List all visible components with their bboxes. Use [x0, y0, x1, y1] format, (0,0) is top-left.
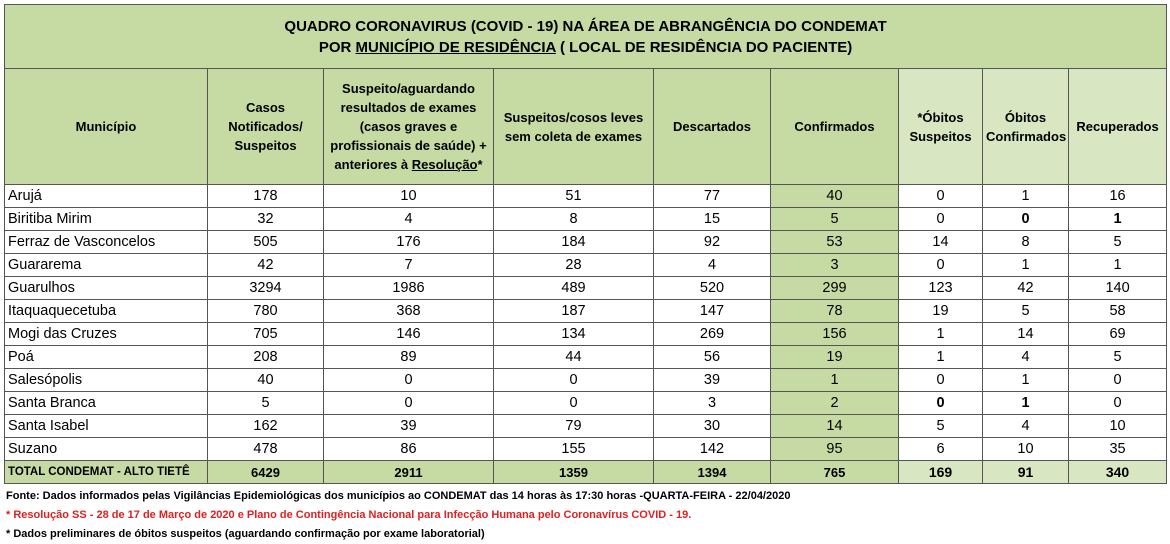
cell-confirmados: 5 [771, 208, 899, 231]
cell-casos: 32 [208, 208, 324, 231]
header-obitos-suspeitos: *Óbitos Suspeitos [899, 69, 983, 185]
cell-casos: 178 [208, 185, 324, 208]
header-suspeito-text: Suspeito/aguardando resultados de exames (casos graves e profissionais de saúde) + anteriores à [330, 81, 487, 172]
cell-descartados: 30 [654, 415, 771, 438]
cell-recuperados: 1 [1069, 208, 1167, 231]
total-descartados: 1394 [654, 461, 771, 484]
cell-suspeito: 89 [324, 346, 494, 369]
cell-casos: 505 [208, 231, 324, 254]
cell-casos: 3294 [208, 277, 324, 300]
cell-recuperados: 35 [1069, 438, 1167, 461]
cell-suspeito: 1986 [324, 277, 494, 300]
cell-recuperados: 140 [1069, 277, 1167, 300]
header-confirmados: Confirmados [771, 69, 899, 185]
cell-casos: 42 [208, 254, 324, 277]
table-row [5, 300, 1167, 323]
note-fonte: Fonte: Dados informados pelas Vigilâncias Epidemiológicas dos municípios ao CONDEMAT das 14 horas às 17:30 horas -QUARTA-FEIRA - 22/04/2020 [6, 490, 791, 502]
cell-confirmados: 53 [771, 231, 899, 254]
note-resolucao: * Resolução SS - 28 de 17 de Março de 2020 e Plano de Contingência Nacional para Infecção Humana pelo Coronavírus COVID - 19. [6, 509, 692, 521]
cell-suspeito: 176 [324, 231, 494, 254]
cell-obitos-suspeitos: 1 [899, 346, 983, 369]
cell-recuperados: 0 [1069, 392, 1167, 415]
cell-obitos-confirmados: 0 [983, 208, 1069, 231]
cell-confirmados: 3 [771, 254, 899, 277]
cell-descartados: 269 [654, 323, 771, 346]
header-suspeito-suffix: * [477, 157, 483, 172]
cell-obitos-confirmados: 14 [983, 323, 1069, 346]
cell-confirmados: 299 [771, 277, 899, 300]
table-row [5, 208, 1167, 231]
cell-confirmados: 14 [771, 415, 899, 438]
total-row [5, 461, 1167, 484]
cell-descartados: 15 [654, 208, 771, 231]
header-recuperados: Recuperados [1069, 69, 1167, 185]
cell-leves: 8 [494, 208, 654, 231]
cell-suspeito: 7 [324, 254, 494, 277]
cell-leves: 79 [494, 415, 654, 438]
cell-confirmados: 95 [771, 438, 899, 461]
total-municipio: TOTAL CONDEMAT - ALTO TIETÊ [5, 461, 208, 484]
cell-municipio: Mogi das Cruzes [5, 323, 208, 346]
cell-leves: 28 [494, 254, 654, 277]
table-row [5, 438, 1167, 461]
cell-descartados: 39 [654, 369, 771, 392]
cell-leves: 0 [494, 392, 654, 415]
title-line-2-suffix: ( LOCAL DE RESIDÊNCIA DO PACIENTE) [555, 38, 853, 56]
total-obitos-suspeitos: 169 [899, 461, 983, 484]
cell-descartados: 3 [654, 392, 771, 415]
cell-obitos-confirmados: 1 [983, 369, 1069, 392]
note-preliminares: * Dados preliminares de óbitos suspeitos (aguardando confirmação por exame laboratorial) [6, 528, 485, 540]
cell-obitos-suspeitos: 19 [899, 300, 983, 323]
cell-casos: 208 [208, 346, 324, 369]
cell-casos: 478 [208, 438, 324, 461]
cell-confirmados: 1 [771, 369, 899, 392]
cell-suspeito: 39 [324, 415, 494, 438]
cell-descartados: 92 [654, 231, 771, 254]
total-obitos-confirmados: 91 [983, 461, 1069, 484]
cell-obitos-suspeitos: 0 [899, 208, 983, 231]
table-row [5, 185, 1167, 208]
cell-obitos-suspeitos: 6 [899, 438, 983, 461]
header-suspeito [324, 69, 494, 185]
cell-casos: 40 [208, 369, 324, 392]
cell-municipio: Ferraz de Vasconcelos [5, 231, 208, 254]
title-line-2-prefix: POR [318, 38, 356, 56]
cell-leves: 44 [494, 346, 654, 369]
cell-suspeito: 146 [324, 323, 494, 346]
cell-obitos-suspeitos: 1 [899, 323, 983, 346]
table-row [5, 346, 1167, 369]
header-casos: Casos Notificados/ Suspeitos [208, 69, 324, 185]
table-row [5, 415, 1167, 438]
header-obitos-confirmados: Óbitos Confirmados [983, 69, 1069, 185]
cell-confirmados: 19 [771, 346, 899, 369]
table-row [5, 231, 1167, 254]
cell-descartados: 77 [654, 185, 771, 208]
cell-municipio: Arujá [5, 185, 208, 208]
cell-obitos-suspeitos: 5 [899, 415, 983, 438]
cell-municipio: Suzano [5, 438, 208, 461]
header-descartados: Descartados [654, 69, 771, 185]
total-leves: 1359 [494, 461, 654, 484]
cell-obitos-confirmados: 5 [983, 300, 1069, 323]
cell-confirmados: 78 [771, 300, 899, 323]
cell-obitos-confirmados: 4 [983, 346, 1069, 369]
cell-municipio: Itaquaquecetuba [5, 300, 208, 323]
cell-municipio: Guarulhos [5, 277, 208, 300]
cell-leves: 184 [494, 231, 654, 254]
cell-obitos-suspeitos: 0 [899, 369, 983, 392]
cell-recuperados: 16 [1069, 185, 1167, 208]
cell-descartados: 147 [654, 300, 771, 323]
cell-descartados: 56 [654, 346, 771, 369]
cell-obitos-confirmados: 10 [983, 438, 1069, 461]
cell-obitos-confirmados: 1 [983, 254, 1069, 277]
cell-leves: 0 [494, 369, 654, 392]
table-row [5, 369, 1167, 392]
cell-casos: 162 [208, 415, 324, 438]
cell-obitos-confirmados: 4 [983, 415, 1069, 438]
cell-leves: 155 [494, 438, 654, 461]
table-body [5, 185, 1167, 484]
title-line-2-underlined: MUNICÍPIO DE RESIDÊNCIA [355, 38, 556, 56]
cell-obitos-confirmados: 8 [983, 231, 1069, 254]
cell-municipio: Poá [5, 346, 208, 369]
cell-obitos-suspeitos: 123 [899, 277, 983, 300]
cell-obitos-suspeitos: 0 [899, 185, 983, 208]
total-casos: 6429 [208, 461, 324, 484]
cell-suspeito: 0 [324, 392, 494, 415]
cell-casos: 705 [208, 323, 324, 346]
cell-municipio: Biritiba Mirim [5, 208, 208, 231]
cell-suspeito: 0 [324, 369, 494, 392]
cell-recuperados: 5 [1069, 346, 1167, 369]
cell-suspeito: 10 [324, 185, 494, 208]
covid-table [4, 4, 1167, 484]
cell-casos: 5 [208, 392, 324, 415]
covid-report [4, 4, 1166, 544]
cell-recuperados: 10 [1069, 415, 1167, 438]
cell-descartados: 142 [654, 438, 771, 461]
cell-municipio: Guararema [5, 254, 208, 277]
total-recuperados: 340 [1069, 461, 1167, 484]
header-row [5, 69, 1167, 185]
cell-suspeito: 4 [324, 208, 494, 231]
cell-obitos-confirmados: 1 [983, 392, 1069, 415]
title-line-1: QUADRO CORONAVIRUS (COVID - 19) NA ÁREA DE ABRANGÊNCIA DO CONDEMAT [284, 17, 887, 35]
cell-recuperados: 0 [1069, 369, 1167, 392]
cell-confirmados: 156 [771, 323, 899, 346]
table-title [5, 5, 1167, 69]
table-row [5, 323, 1167, 346]
header-leves: Suspeitos/cosos leves sem coleta de exames [494, 69, 654, 185]
cell-confirmados: 2 [771, 392, 899, 415]
cell-recuperados: 1 [1069, 254, 1167, 277]
cell-leves: 51 [494, 185, 654, 208]
table-row [5, 277, 1167, 300]
table-row [5, 392, 1167, 415]
cell-confirmados: 40 [771, 185, 899, 208]
cell-suspeito: 86 [324, 438, 494, 461]
total-suspeito: 2911 [324, 461, 494, 484]
header-suspeito-underlined: Resolução [411, 157, 478, 172]
cell-descartados: 4 [654, 254, 771, 277]
title-line-2 [5, 37, 1166, 58]
cell-obitos-suspeitos: 14 [899, 231, 983, 254]
cell-suspeito: 368 [324, 300, 494, 323]
cell-municipio: Salesópolis [5, 369, 208, 392]
cell-leves: 187 [494, 300, 654, 323]
cell-municipio: Santa Branca [5, 392, 208, 415]
cell-municipio: Santa Isabel [5, 415, 208, 438]
cell-casos: 780 [208, 300, 324, 323]
cell-obitos-confirmados: 42 [983, 277, 1069, 300]
cell-obitos-suspeitos: 0 [899, 254, 983, 277]
cell-recuperados: 58 [1069, 300, 1167, 323]
cell-recuperados: 69 [1069, 323, 1167, 346]
cell-obitos-confirmados: 1 [983, 185, 1069, 208]
cell-obitos-suspeitos: 0 [899, 392, 983, 415]
cell-descartados: 520 [654, 277, 771, 300]
cell-leves: 489 [494, 277, 654, 300]
cell-recuperados: 5 [1069, 231, 1167, 254]
total-confirmados: 765 [771, 461, 899, 484]
footnotes [4, 487, 1166, 544]
header-municipio: Município [5, 69, 208, 185]
cell-leves: 134 [494, 323, 654, 346]
table-row [5, 254, 1167, 277]
